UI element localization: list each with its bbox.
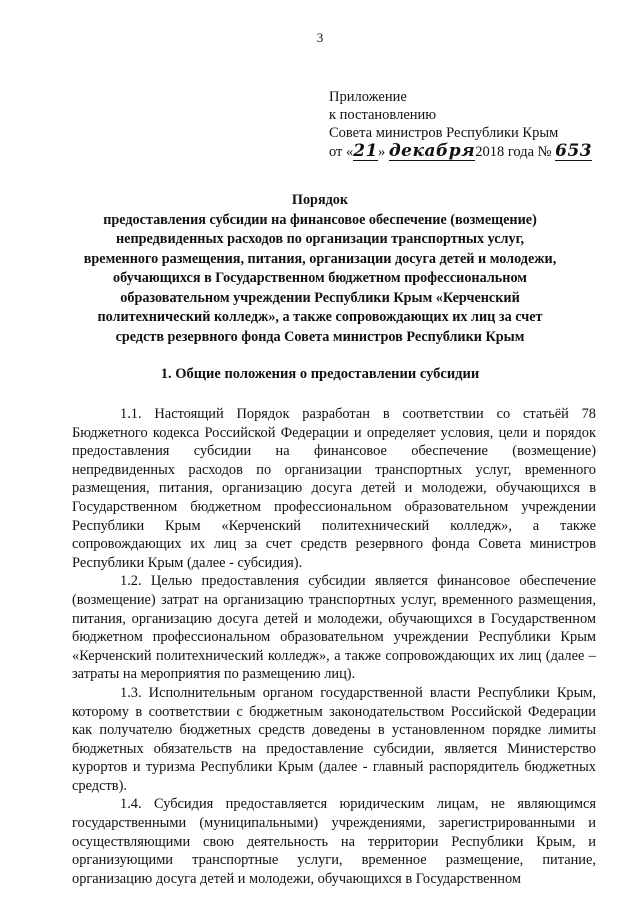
paragraph-1-1: 1.1. Настоящий Порядок разработан в соответствии со статьёй 78 Бюджетного кодекса Российской Федерации и определяет условия, цели и порядок предоставления субсидии на финансовое обеспечение (возмещение) непредвиденных расходов по организации транспортных услуг, временного размещения, питания, организацию досуга детей и молодежи, обучающихся в Государственном бюджетном профессиональном образовательном учреждении Республики Крым «Керченский политехнический колледж», а также сопровождающих их лиц за счет средств резервного фонда Совета министров Республики Крым (далее - субсидия). <box>72 406 596 571</box>
title-line-1: предоставления субсидии на финансовое обеспечение (возмещение) <box>103 211 537 228</box>
annex-day-handwritten: 21 <box>353 141 378 161</box>
annex-line-3: Совета министров Республики Крым <box>329 125 559 141</box>
title-line-5: образовательном учреждении Республики Крым «Керченский <box>120 289 520 306</box>
paragraph-1-3: 1.3. Исполнительным органом государственной власти Республики Крым, которому в соответствии с бюджетным законодательством Российской Федерации как получателю бюджетных средств доведены в установленном порядке лимиты бюджетных обязательств на предоставление субсидии, является Министерство курортов и туризма Республики Крым (далее - главный распорядитель бюджетных средств). <box>72 684 596 794</box>
annex-block <box>329 88 619 161</box>
document-body <box>72 405 596 888</box>
title-line-4: обучающихся в Государственном бюджетном профессиональном <box>113 270 527 286</box>
annex-day-close: » <box>377 144 386 160</box>
section-1-title: 1. Общие положения о предоставлении субсидии <box>160 366 480 382</box>
title-line-6: политехнический колледж», а также сопровождающих их лиц за счет <box>97 309 543 325</box>
paragraph-1-4: 1.4. Субсидия предоставляется юридическим лицам, не являющимся государственными (муниципальными) учреждениями, зарегистрированными и осуществляющими свою деятельность на территории Республики Крым, и организующими транспортные услуги, временное размещение, питание, организацию досуга детей и молодежи, обучающихся в Государственном <box>72 796 596 887</box>
annex-line-1: Приложение <box>329 89 407 105</box>
annex-from-prefix: от « <box>329 144 354 160</box>
paragraph-1-2: 1.2. Целью предоставления субсидии является финансовое обеспечение (возмещение) затрат на организацию транспортных услуг, временного размещения, питания, организацию досуга детей и молодежи, обучающихся в Государственном бюджетном профессиональном образовательном учреждении Республики Крым «Керченский политехнический колледж», а также сопровождающих их лиц (далее – затраты на мероприятия по размещению лиц). <box>72 573 596 683</box>
title-line-7: средств резервного фонда Совета министров Республики Крым <box>115 328 525 345</box>
annex-month-handwritten: декабря <box>388 141 476 161</box>
annex-line-2: к постановлению <box>329 107 437 123</box>
annex-date-line <box>329 142 619 161</box>
page-number: 3 <box>316 30 324 45</box>
document-title <box>80 191 560 347</box>
title-line-3: временного размещения, питания, организации досуга детей и молодежи, <box>83 250 557 267</box>
annex-number-handwritten: 653 <box>555 141 593 161</box>
title-heading: Порядок <box>291 192 349 208</box>
title-line-2: непредвиденных расходов по организации транспортных услуг, <box>115 231 525 247</box>
annex-year-text: 2018 года № <box>475 144 552 160</box>
